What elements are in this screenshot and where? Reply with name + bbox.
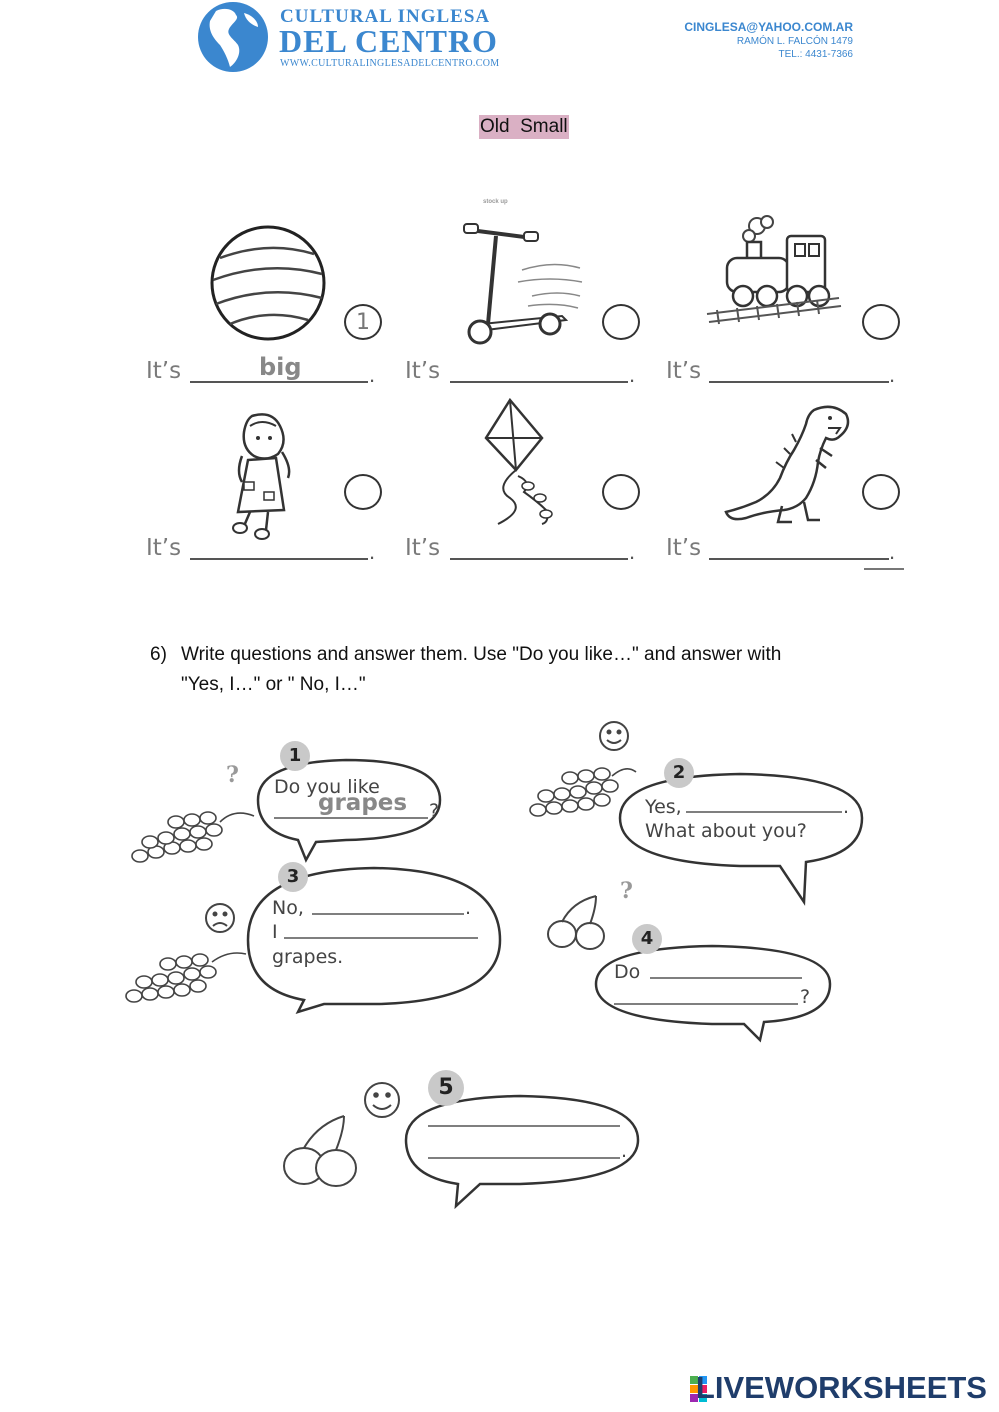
bubble4-line1: Do	[614, 961, 641, 983]
scooter-icon	[462, 220, 584, 350]
instruction-line1: Write questions and answer them. Use "Do you like…" and answer with	[181, 644, 782, 665]
bubble1-answer: grapes	[318, 790, 408, 816]
contact-address: RAMÓN L. FALCÓN 1479	[736, 36, 853, 47]
example-answer: big	[259, 353, 302, 381]
period-1: .	[369, 362, 376, 387]
its-label-3: It’s	[666, 358, 702, 384]
bubble1-line1: Do you like	[274, 776, 380, 798]
bubble2-period: .	[843, 796, 850, 818]
dinosaur-icon	[722, 402, 854, 528]
its-label-1: It’s	[146, 358, 182, 384]
cherries-icon-2	[284, 1116, 356, 1186]
its-label-4: It’s	[146, 535, 182, 561]
number-circle-6[interactable]	[862, 474, 900, 510]
speech-bubble-5	[406, 1096, 638, 1206]
number-circle-1: 1	[344, 304, 382, 340]
period-3: .	[889, 362, 896, 387]
answer-blank-6[interactable]	[709, 557, 889, 560]
word-bank: Old Small	[480, 116, 568, 137]
answer-blank-5[interactable]	[450, 557, 628, 560]
grapes-icon-1	[132, 812, 254, 862]
train-icon	[703, 214, 843, 332]
exercise6-number: 6)	[150, 644, 167, 665]
answer-blank-3[interactable]	[709, 380, 889, 383]
step-badge-2: 2	[664, 758, 694, 788]
liveworksheets-brand: LIVEWORKSHEETS	[695, 1370, 987, 1405]
school-website: WWW.CULTURALINGLESADELCENTRO.COM	[280, 58, 500, 69]
period-5: .	[629, 539, 636, 564]
school-name-line2: DEL CENTRO	[279, 23, 498, 59]
bubble1-end: ?	[429, 800, 440, 822]
bubble5-period: .	[621, 1140, 628, 1162]
sad-face-icon	[206, 904, 234, 932]
step-badge-1: 1	[280, 741, 310, 771]
speech-bubbles-art	[0, 700, 999, 1220]
globe-americas-icon	[196, 1, 270, 73]
number-circle-4[interactable]	[344, 474, 382, 510]
bubble2-line2: What about you?	[645, 820, 807, 842]
grapes-icon-2	[530, 768, 636, 816]
bubble2-line1: Yes,	[645, 796, 682, 818]
answer-blank-2[interactable]	[450, 380, 628, 383]
its-label-5: It’s	[405, 535, 441, 561]
step-badge-5: 5	[428, 1070, 464, 1106]
number-circle-3[interactable]	[862, 304, 900, 340]
exercise6-instruction	[150, 640, 910, 700]
school-name-line1: CULTURAL INGLESA	[280, 6, 491, 27]
scooter-tag: stock up	[483, 199, 508, 205]
its-label-2: It’s	[405, 358, 441, 384]
smiley-face-icon-1	[600, 722, 628, 750]
period-6: .	[889, 539, 896, 564]
bubble3-line2: I	[272, 921, 278, 943]
contact-email: CINGLESA@YAHOO.COM.AR	[684, 20, 853, 34]
bubble3-line1: No,	[272, 897, 304, 919]
number-circle-2[interactable]	[602, 304, 640, 340]
instruction-line2: "Yes, I…" or " No, I…"	[181, 674, 366, 695]
bubble3-line3: grapes.	[272, 946, 344, 968]
number-circle-5[interactable]	[602, 474, 640, 510]
contact-phone: TEL.: 4431-7366	[778, 49, 853, 60]
smiley-face-icon-2	[365, 1083, 399, 1117]
question-mark-2: ?	[620, 878, 633, 904]
stray-line	[864, 568, 904, 570]
bubble3-period: .	[465, 897, 472, 919]
bubble4-end: ?	[800, 986, 811, 1008]
answer-blank-4[interactable]	[190, 557, 368, 560]
its-label-6: It’s	[666, 535, 702, 561]
cherries-icon-1	[548, 896, 604, 949]
period-2: .	[629, 362, 636, 387]
step-badge-3: 3	[278, 862, 308, 892]
period-4: .	[369, 539, 376, 564]
grapes-icon-3	[126, 953, 246, 1002]
kite-icon	[476, 398, 566, 532]
ball-icon	[208, 222, 328, 344]
step-badge-4: 4	[632, 924, 662, 954]
doll-icon	[222, 412, 302, 540]
question-mark-1: ?	[226, 762, 239, 788]
